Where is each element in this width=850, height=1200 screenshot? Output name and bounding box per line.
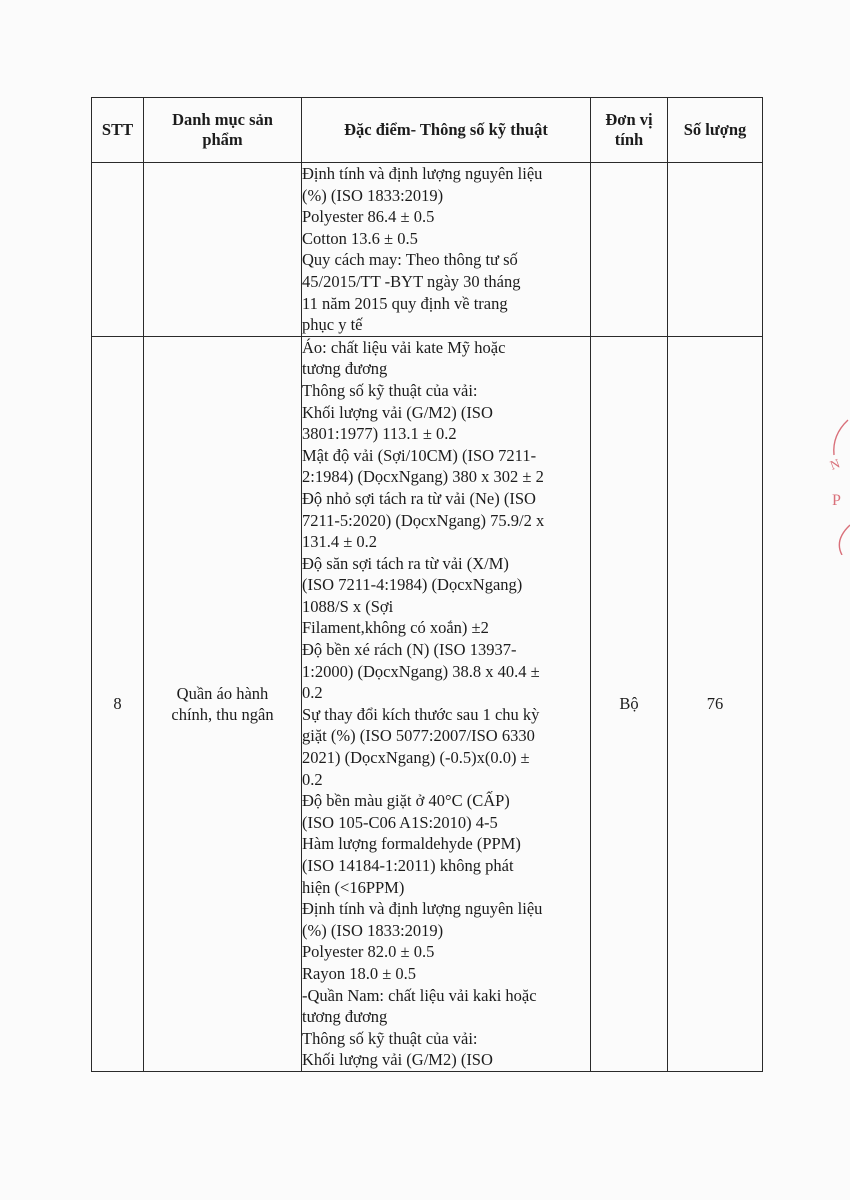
header-spec: Đặc điểm- Thông số kỹ thuật [302,98,591,163]
spec-line: 0.2 [302,683,323,703]
spec-line: tương đương [302,359,388,379]
spec-line: Rayon 18.0 ± 0.5 [302,963,417,983]
spec-line: 11 năm 2015 quy định về trang [302,293,508,313]
product-name-line: chính, thu ngân [171,704,274,724]
spec-line: Polyester 86.4 ± 0.5 [302,207,435,227]
spec-line: (%) (ISO 1833:2019) [302,185,444,205]
spec-line: Độ săn sợi tách ra từ vải (X/M) [302,553,509,573]
spec-line: (ISO 7211-4:1984) (DọcxNgang) [302,575,523,595]
product-name-line: Quần áo hành [176,683,269,703]
spec-line: 3801:1977) 113.1 ± 0.2 [302,424,457,444]
cell-stt-empty [92,163,144,337]
spec-line: (ISO 105-C06 A1S:2010) 4-5 [302,812,498,832]
stamp-fragment [820,415,850,555]
cell-unit: Bộ [591,336,668,1071]
table-row-continuation [92,163,763,337]
spec-line: Áo: chất liệu vải kate Mỹ hoặc [302,337,506,357]
spec-line: Định tính và định lượng nguyên liệu [302,164,543,183]
spec-line: Polyester 82.0 ± 0.5 [302,942,435,962]
cell-spec [302,336,591,1071]
header-unit-line: Đơn vị [605,110,653,129]
header-row [92,98,763,163]
header-product-line: Danh mục sản [172,110,273,129]
spec-line: 2021) (DọcxNgang) (-0.5)x(0.0) ± [302,748,530,768]
spec-line: 131.4 ± 0.2 [302,532,378,552]
spec-line: Độ bền xé rách (N) (ISO 13937- [302,640,517,660]
spec-line: Quy cách may: Theo thông tư số [302,250,518,270]
spec-line: tương đương [302,1007,388,1027]
header-stt: STT [92,98,144,163]
spec-line: 45/2015/TT -BYT ngày 30 tháng [302,271,521,291]
spec-line: giặt (%) (ISO 5077:2007/ISO 6330 [302,726,535,746]
cell-spec-continuation [302,163,591,337]
spec-line: Filament,không có xoắn) ±2 [302,618,489,638]
cell-qty: 76 [668,336,763,1071]
spec-line: (%) (ISO 1833:2019) [302,920,444,940]
spec-line: Cotton 13.6 ± 0.5 [302,228,418,248]
spec-line: Thông số kỹ thuật của vải: [302,380,478,400]
cell-product-empty [144,163,302,337]
spec-line: (ISO 14184-1:2011) không phát [302,856,514,875]
spec-line: 1088/S x (Sợi [302,596,394,616]
spec-line: Hàm lượng formaldehyde (PPM) [302,834,521,854]
header-product [144,98,302,163]
header-unit-line: tính [614,130,644,149]
spec-line: Khối lượng vải (G/M2) (ISO [302,402,493,422]
spec-line: Sự thay đổi kích thước sau 1 chu kỳ [302,704,540,724]
spec-line: Thông số kỹ thuật của vải: [302,1028,478,1048]
cell-qty-empty [668,163,763,337]
header-product-line: phẩm [202,130,243,149]
svg-text:P: P [832,492,841,509]
spec-line: 7211-5:2020) (DọcxNgang) 75.9/2 x [302,510,545,530]
spec-line: -Quần Nam: chất liệu vải kaki hoặc [302,985,537,1005]
cell-product [144,336,302,1071]
spec-line: Mật độ vải (Sợi/10CM) (ISO 7211- [302,445,537,465]
header-qty: Số lượng [668,98,763,163]
spec-table [91,97,763,1072]
header-unit [591,98,668,163]
spec-line: Độ bền màu giặt ở 40°C (CẤP) [302,791,510,811]
table-row-8 [92,336,763,1071]
spec-line: 1:2000) (DọcxNgang) 38.8 x 40.4 ± [302,661,540,681]
spec-line: Độ nhỏ sợi tách ra từ vải (Ne) (ISO [302,488,536,508]
spec-line: Khối lượng vải (G/M2) (ISO [302,1050,493,1070]
cell-unit-empty [591,163,668,337]
spec-line: hiện (<16PPM) [302,877,405,897]
cell-stt: 8 [92,336,144,1071]
svg-text:N: N [827,455,842,473]
spec-line: Định tính và định lượng nguyên liệu [302,899,543,919]
spec-line: phục y tế [302,315,363,335]
spec-line: 0.2 [302,769,323,789]
spec-line: 2:1984) (DọcxNgang) 380 x 302 ± 2 [302,467,544,487]
